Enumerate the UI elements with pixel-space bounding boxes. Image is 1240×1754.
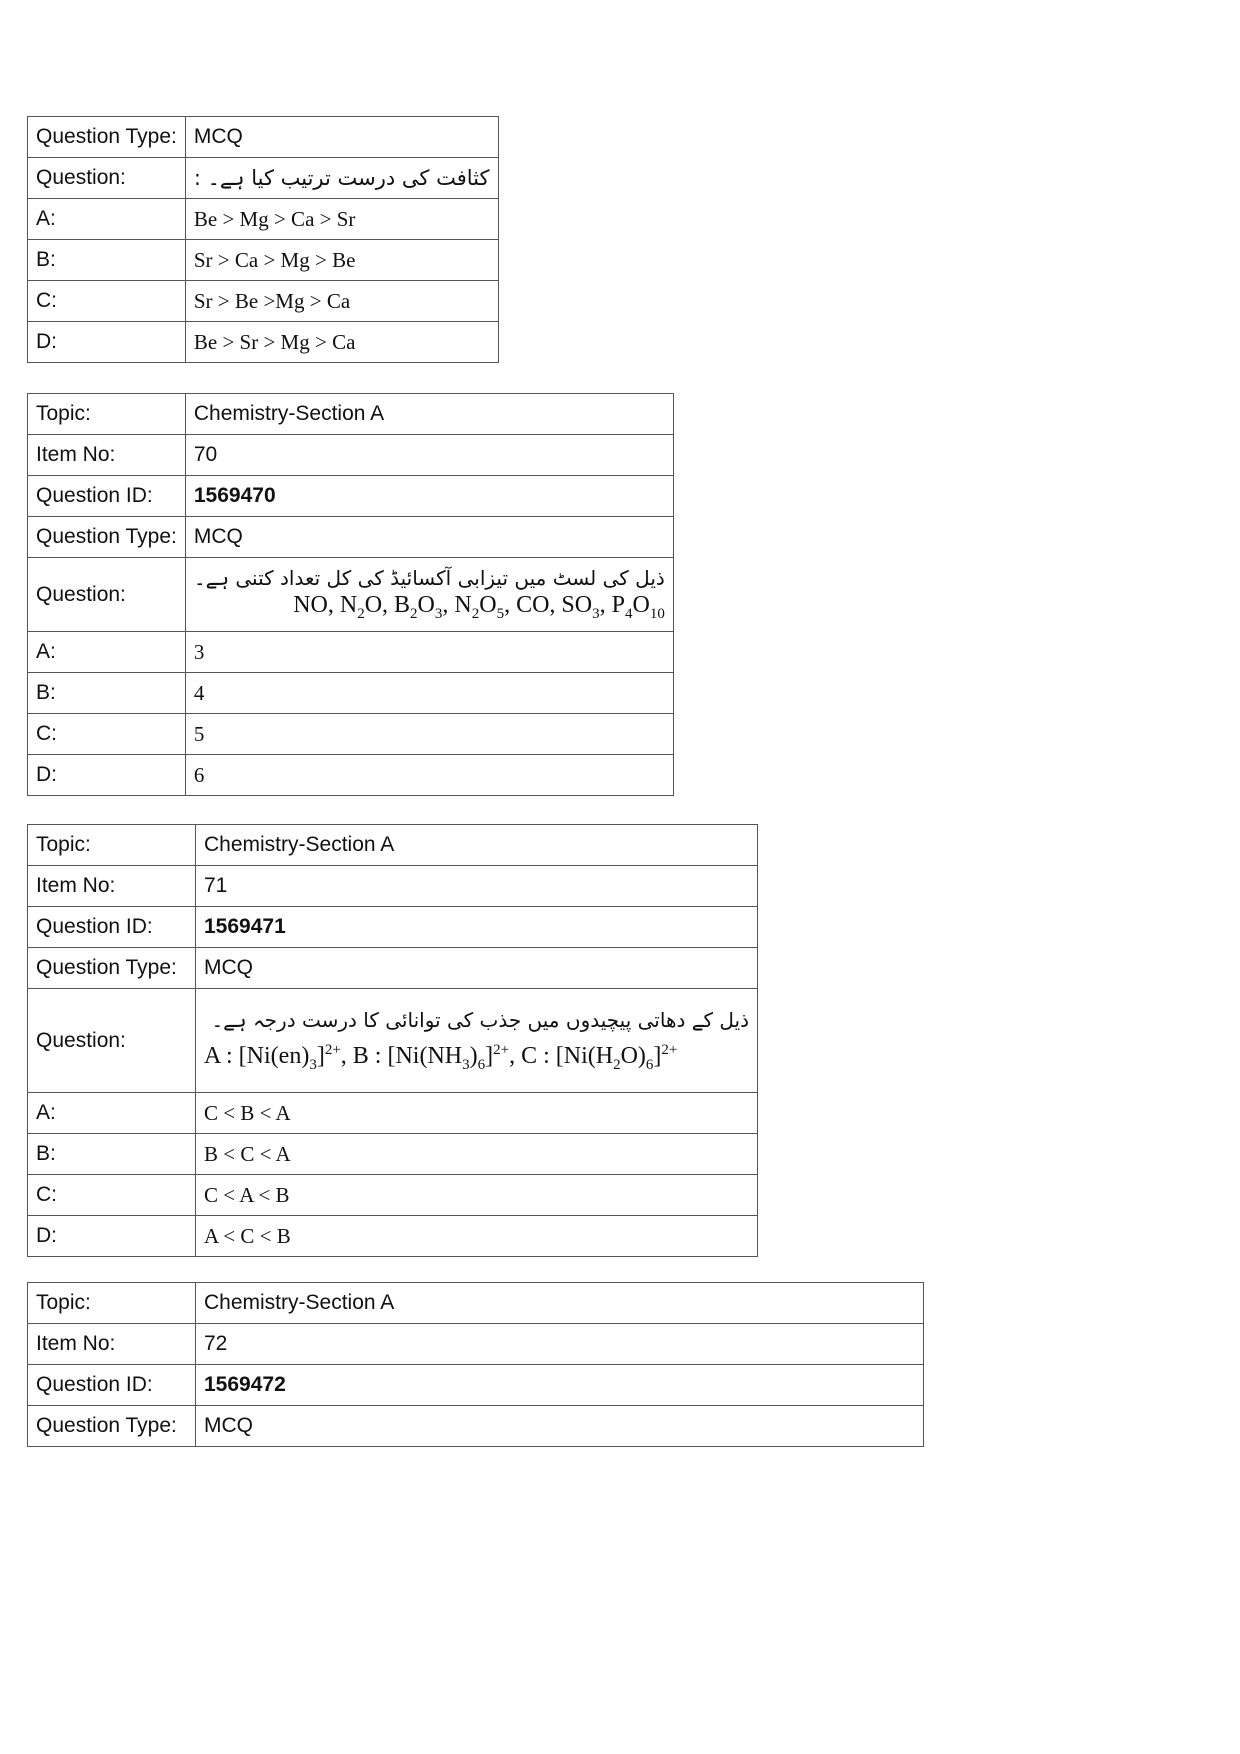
question-text: ذیل کی لسٹ میں تیزابی آکسائیڈ کی کل تعداد کتنی ہے۔ [193, 566, 665, 591]
formula-part: O [632, 592, 650, 619]
question-row [28, 989, 758, 1093]
topic-value: Chemistry-Section A [196, 825, 758, 866]
formula-sup: 2+ [493, 1041, 510, 1058]
topic-row [28, 394, 674, 435]
item-no-row [28, 1324, 924, 1365]
option-c-label: C: [28, 1175, 196, 1216]
option-b-value: B < C < A [196, 1134, 758, 1175]
option-c-label: C: [28, 281, 186, 322]
option-d-value: A < C < B [196, 1216, 758, 1257]
question-type-label: Question Type: [28, 948, 196, 989]
item-no-value: 72 [196, 1324, 924, 1365]
item-no-label: Item No: [28, 435, 186, 476]
question-id-value: 1569471 [196, 907, 758, 948]
formula-sub: 2 [357, 605, 365, 622]
topic-value: Chemistry-Section A [185, 394, 673, 435]
formula-sub: 3 [309, 1056, 317, 1073]
formula-part: , N [442, 592, 472, 619]
option-a-row [28, 199, 499, 240]
option-a-row [28, 1093, 758, 1134]
question-id-row [28, 1365, 924, 1406]
option-c-label: C: [28, 714, 186, 755]
option-c-row [28, 714, 674, 755]
question-label: Question: [28, 558, 186, 632]
question-type-row [28, 1406, 924, 1447]
question-type-value: MCQ [185, 117, 498, 158]
formula-part: A : [Ni(en) [204, 1042, 310, 1069]
formula-sub: 10 [649, 605, 665, 622]
option-c-value: 5 [185, 714, 673, 755]
option-d-row [28, 322, 499, 363]
question-cell [196, 989, 758, 1093]
question-table-72 [27, 1282, 924, 1447]
option-a-value: 3 [185, 632, 673, 673]
question-id-row [28, 476, 674, 517]
option-d-row [28, 755, 674, 796]
item-no-row [28, 866, 758, 907]
question-type-label: Question Type: [28, 1406, 196, 1447]
question-id-label: Question ID: [28, 1365, 196, 1406]
item-no-label: Item No: [28, 866, 196, 907]
option-a-label: A: [28, 632, 186, 673]
formula-part: , B : [Ni(NH [340, 1042, 463, 1069]
option-d-value: 6 [185, 755, 673, 796]
option-a-label: A: [28, 199, 186, 240]
item-no-row [28, 435, 674, 476]
question-id-label: Question ID: [28, 476, 186, 517]
option-b-row [28, 1134, 758, 1175]
item-no-value: 71 [196, 866, 758, 907]
question-type-row [28, 117, 499, 158]
question-label: Question: [28, 989, 196, 1093]
option-b-value: 4 [185, 673, 673, 714]
question-row [28, 158, 499, 199]
topic-label: Topic: [28, 394, 186, 435]
question-table-70 [27, 393, 674, 796]
formula-part: NO, N [293, 592, 358, 619]
question-table-69 [27, 116, 499, 363]
formula-part: O [417, 592, 435, 619]
formula-part: ] [316, 1042, 325, 1069]
formula-part: , P [599, 592, 625, 619]
option-a-label: A: [28, 1093, 196, 1134]
question-row [28, 558, 674, 632]
topic-label: Topic: [28, 825, 196, 866]
item-no-label: Item No: [28, 1324, 196, 1365]
question-type-row [28, 948, 758, 989]
formula-part: O [479, 592, 497, 619]
formula-part: , C : [Ni(H [509, 1042, 614, 1069]
option-b-label: B: [28, 240, 186, 281]
formula-sub: 6 [645, 1056, 654, 1073]
question-id-value: 1569472 [196, 1365, 924, 1406]
option-a-row [28, 632, 674, 673]
formula-part: ) [469, 1042, 478, 1069]
formula-sub: 2 [471, 605, 480, 622]
formula-part: O) [620, 1042, 646, 1069]
question-type-label: Question Type: [28, 117, 186, 158]
option-b-label: B: [28, 1134, 196, 1175]
question-type-label: Question Type: [28, 517, 186, 558]
option-c-value: Sr > Be >Mg > Ca [185, 281, 498, 322]
option-d-label: D: [28, 322, 186, 363]
formula-part: ] [653, 1042, 662, 1069]
option-b-row [28, 240, 499, 281]
option-a-value: C < B < A [196, 1093, 758, 1134]
option-d-label: D: [28, 755, 186, 796]
option-c-row [28, 281, 499, 322]
formula-sub: 3 [592, 605, 600, 622]
question-type-value: MCQ [196, 948, 758, 989]
formula-sub: 3 [434, 605, 443, 622]
formula-sup: 2+ [324, 1041, 341, 1058]
formula-sub: 5 [496, 605, 505, 622]
formula-sub: 3 [462, 1056, 470, 1073]
question-text: کثافت کی درست ترتیب کیا ہے۔ : [185, 158, 498, 199]
question-id-value: 1569470 [185, 476, 673, 517]
topic-row [28, 825, 758, 866]
question-id-row [28, 907, 758, 948]
formula-sup: 2+ [661, 1041, 678, 1058]
option-b-value: Sr > Ca > Mg > Be [185, 240, 498, 281]
option-c-row [28, 1175, 758, 1216]
option-c-value: C < A < B [196, 1175, 758, 1216]
option-d-label: D: [28, 1216, 196, 1257]
formula-sub: 6 [477, 1056, 486, 1073]
item-no-value: 70 [185, 435, 673, 476]
question-type-value: MCQ [185, 517, 673, 558]
formula-part: ] [485, 1042, 494, 1069]
formula-sub: 4 [624, 605, 633, 622]
question-type-row [28, 517, 674, 558]
topic-row [28, 1283, 924, 1324]
question-text: ذیل کے دھاتی پیچیدوں میں جذب کی توانائی کا درست درجہ ہے۔ [211, 1007, 749, 1032]
option-b-label: B: [28, 673, 186, 714]
formula-sub: 2 [410, 605, 418, 622]
question-table-71 [27, 824, 758, 1257]
topic-value: Chemistry-Section A [196, 1283, 924, 1324]
question-cell [185, 558, 673, 632]
option-d-value: Be > Sr > Mg > Ca [185, 322, 498, 363]
question-id-label: Question ID: [28, 907, 196, 948]
option-a-value: Be > Mg > Ca > Sr [185, 199, 498, 240]
formula-part: , CO, SO [504, 592, 593, 619]
formula-part: O, B [364, 592, 411, 619]
option-d-row [28, 1216, 758, 1257]
option-b-row [28, 673, 674, 714]
question-formula [204, 1032, 749, 1074]
formula-sub: 2 [613, 1056, 621, 1073]
question-type-value: MCQ [196, 1406, 924, 1447]
question-label: Question: [28, 158, 186, 199]
question-formula [194, 590, 665, 623]
topic-label: Topic: [28, 1283, 196, 1324]
